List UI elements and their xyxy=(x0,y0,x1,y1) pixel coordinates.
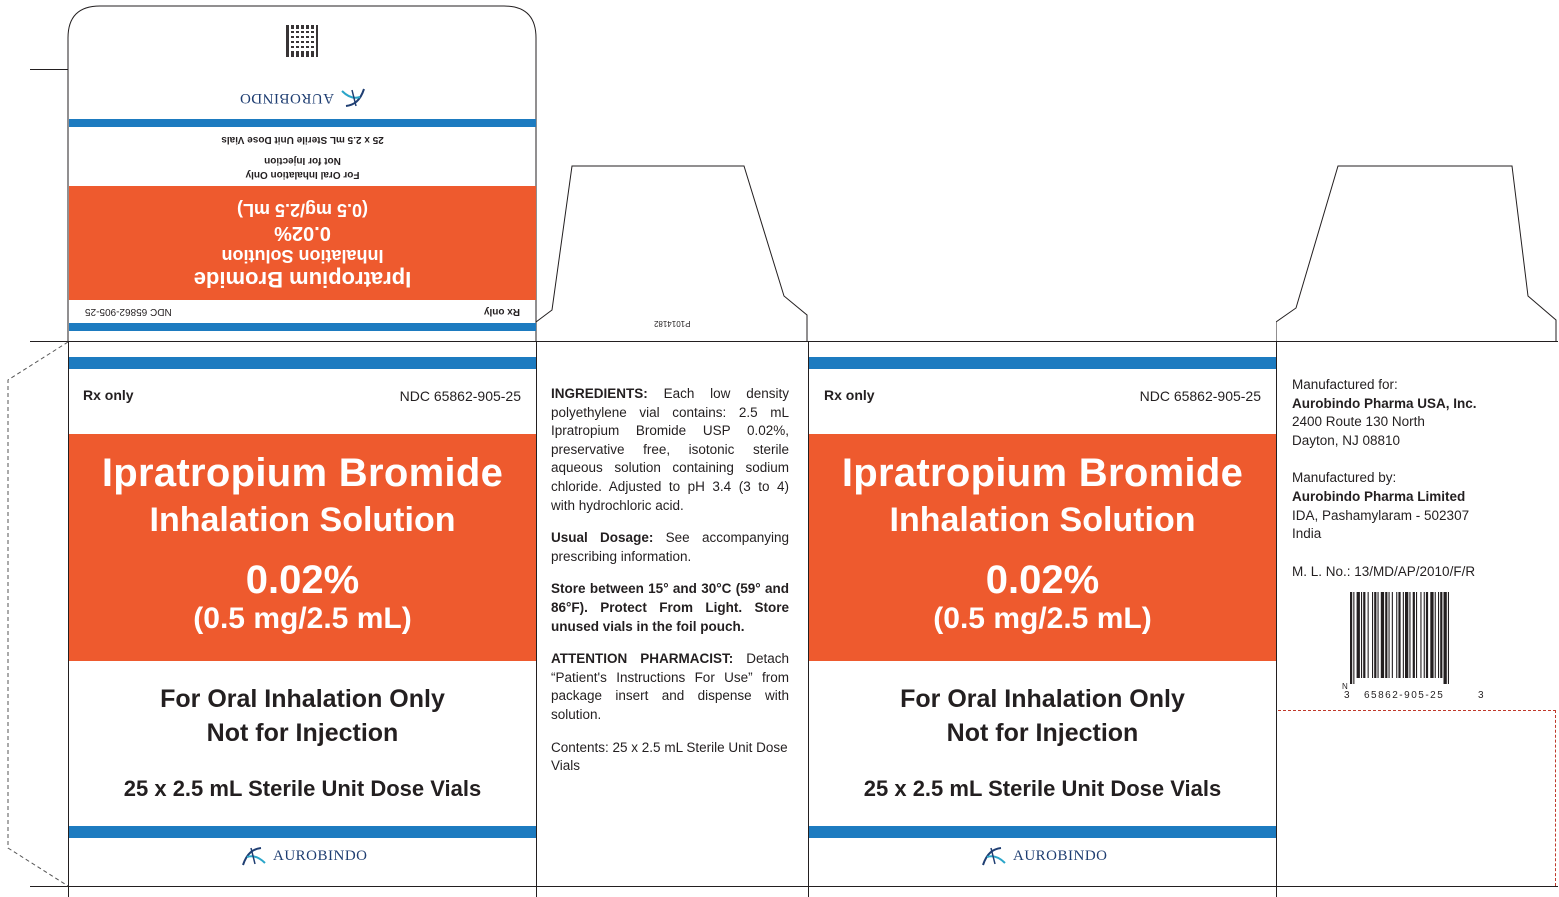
barcode-bar xyxy=(1374,592,1376,678)
barcode-bar xyxy=(1357,592,1360,678)
front-2-rx-only: Rx only xyxy=(824,387,875,403)
front-1-blue-bar-bottom xyxy=(69,826,536,838)
mfg-for-name: Aurobindo Pharma USA, Inc. xyxy=(1292,395,1477,411)
mfg-license: M. L. No.: 13/MD/AP/2010/F/R xyxy=(1292,563,1476,579)
top-flap-blue-bar-2 xyxy=(69,119,536,127)
storage-paragraph: Store between 15° and 30°C (59° and 86°F). Protect From Light. Store unused vials in the foil pouch. xyxy=(551,581,789,634)
barcode-bar xyxy=(1378,592,1379,678)
barcode-bar xyxy=(1430,592,1433,678)
top-flap-panel xyxy=(69,7,536,341)
front-1-brand: AUROBINDO xyxy=(273,847,368,864)
front-1-route: For Oral Inhalation Only xyxy=(160,685,445,713)
top-flap-form: Inhalation Solution xyxy=(221,246,384,266)
barcode-bar xyxy=(1403,592,1404,678)
barcode-bar xyxy=(1444,592,1447,684)
dosage-paragraph xyxy=(551,529,789,566)
aurobindo-logo-icon xyxy=(340,87,366,109)
side-contents: Contents: 25 x 2.5 mL Sterile Unit Dose Vials xyxy=(551,739,788,774)
barcode-bar xyxy=(1405,592,1408,678)
mfg-for-label: Manufactured for: xyxy=(1292,377,1398,392)
top-flap-route: For Oral Inhalation Only xyxy=(245,169,360,180)
side-panel-info xyxy=(551,385,789,790)
barcode-bar xyxy=(1381,592,1384,678)
dust-flap-right xyxy=(1276,160,1559,345)
front-1-strength: 0.02% xyxy=(245,558,360,602)
top-flap-rx-only: Rx only xyxy=(483,306,520,317)
barcode-bar xyxy=(1416,592,1417,678)
barcode-middle-digits: 65862-905-25 xyxy=(1364,690,1445,701)
upc-barcode xyxy=(1350,592,1480,684)
barcode-bar xyxy=(1389,592,1390,678)
barcode-bar xyxy=(1426,592,1428,678)
mfg-for-addr1: 2400 Route 130 North xyxy=(1292,414,1425,430)
front-1-form: Inhalation Solution xyxy=(149,501,456,539)
attention-heading: ATTENTION PHARMACIST: xyxy=(551,651,734,667)
mfg-by-label: Manufactured by: xyxy=(1292,470,1397,486)
front-1-dose: (0.5 mg/2.5 mL) xyxy=(193,602,412,635)
mfg-for-addr2: Dayton, NJ 08810 xyxy=(1292,432,1401,448)
front-2-contents: 25 x 2.5 mL Sterile Unit Dose Vials xyxy=(863,776,1222,801)
dosage-heading: Usual Dosage: xyxy=(551,530,654,546)
aurobindo-logo-icon xyxy=(241,845,267,867)
barcode-bar xyxy=(1392,592,1393,678)
front-1-drug-name: Ipratropium Bromide xyxy=(101,451,504,495)
barcode-bar xyxy=(1435,592,1436,678)
dosage-text: See accompanying prescribing information. xyxy=(551,530,789,564)
tuck-code: P1014182 xyxy=(654,319,691,328)
top-flap-dose: (0.5 mg/2.5 mL) xyxy=(236,200,369,220)
ingredients-text: Each low density polyethylene vial contains: 2.5 mL Ipratropium Bromide USP 0.02%, preservative free, isotonic sterile aqueous solution containing sodium chloride. Adjusted to pH 3.4 (3 to 4) with hydrochloric acid. xyxy=(551,386,789,513)
barcode-left-digit: 3 xyxy=(1344,690,1350,701)
front-2-warning: Not for Injection xyxy=(946,719,1139,747)
front-1-contents: 25 x 2.5 mL Sterile Unit Dose Vials xyxy=(123,776,482,801)
barcode-bar xyxy=(1350,592,1352,684)
front-1-orange-band xyxy=(69,434,536,661)
barcode-bar xyxy=(1363,592,1365,678)
ingredients-paragraph xyxy=(551,385,789,515)
top-flap-blue-bar-1 xyxy=(69,323,536,331)
attention-paragraph xyxy=(551,650,789,724)
front-1-warning: Not for Injection xyxy=(206,719,399,747)
front-2-logo xyxy=(981,845,1108,867)
front-1-rx-only: Rx only xyxy=(83,387,134,403)
barcode-bar xyxy=(1396,592,1397,678)
mfg-by-addr1: IDA, Pashamylaram - 502307 xyxy=(1292,507,1470,523)
front-2-strength: 0.02% xyxy=(985,558,1100,602)
barcode-n-label: N xyxy=(1342,682,1348,691)
top-flap-ndc: NDC 65862-905-25 xyxy=(85,306,172,317)
dieline-vertical-4 xyxy=(1276,341,1277,897)
top-flap-contents: 25 x 2.5 mL Sterile Unit Dose Vials xyxy=(221,134,384,145)
glue-flap-outline xyxy=(0,340,70,888)
top-flap-strength: 0.02% xyxy=(274,222,331,244)
barcode-right-digit: 3 xyxy=(1478,690,1484,701)
top-flap-orange-band xyxy=(69,186,536,300)
barcode-bar xyxy=(1409,592,1410,678)
front-2-orange-band xyxy=(809,434,1276,661)
barcode-bar xyxy=(1372,592,1373,678)
mfg-by-addr2: India xyxy=(1292,526,1322,542)
top-flap-drug-name: Ipratropium Bromide xyxy=(193,267,412,292)
dust-flap-left xyxy=(536,160,811,345)
front-1-logo xyxy=(241,845,368,867)
mfg-by-name: Aurobindo Pharma Limited xyxy=(1292,488,1466,504)
barcode-bar xyxy=(1398,592,1400,678)
top-flap-brand: AUROBINDO xyxy=(239,90,334,107)
barcode-bar xyxy=(1385,592,1387,678)
dieline-bottom xyxy=(30,886,1558,887)
top-flap-warning: Not for Injection xyxy=(264,155,341,166)
barcode-bar xyxy=(1413,592,1415,678)
barcode-bar xyxy=(1424,592,1425,678)
front-2-form: Inhalation Solution xyxy=(889,501,1196,539)
front-panel-1 xyxy=(69,342,536,886)
front-2-blue-bar-bottom xyxy=(809,826,1276,838)
ingredients-heading: INGREDIENTS: xyxy=(551,386,648,401)
front-2-drug-name: Ipratropium Bromide xyxy=(841,451,1244,495)
barcode-bar xyxy=(1361,592,1362,678)
top-flap-logo xyxy=(240,87,367,109)
barcode-bar xyxy=(1440,592,1442,678)
barcode-bar xyxy=(1420,592,1421,678)
front-2-dose: (0.5 mg/2.5 mL) xyxy=(933,602,1152,635)
manufacturer-panel xyxy=(1292,376,1542,581)
front-2-ndc: NDC 65862-905-25 xyxy=(1139,388,1261,404)
front-panel-2 xyxy=(809,342,1276,886)
barcode-bar xyxy=(1368,592,1369,678)
dieline-vertical-2 xyxy=(536,341,537,897)
barcode-bar xyxy=(1353,592,1354,684)
aurobindo-logo-icon xyxy=(981,845,1007,867)
front-1-ndc: NDC 65862-905-25 xyxy=(399,388,521,404)
barcode-bar xyxy=(1438,592,1439,678)
front-1-blue-bar-top xyxy=(69,357,536,369)
barcode-area-outline xyxy=(1278,710,1556,886)
attention-text: Detach “Patient's Instructions For Use” from package insert and dispense with solution. xyxy=(551,651,789,722)
front-2-blue-bar-top xyxy=(809,357,1276,369)
front-2-brand: AUROBINDO xyxy=(1013,847,1108,864)
barcode-bar xyxy=(1448,592,1449,684)
front-2-route: For Oral Inhalation Only xyxy=(900,685,1185,713)
